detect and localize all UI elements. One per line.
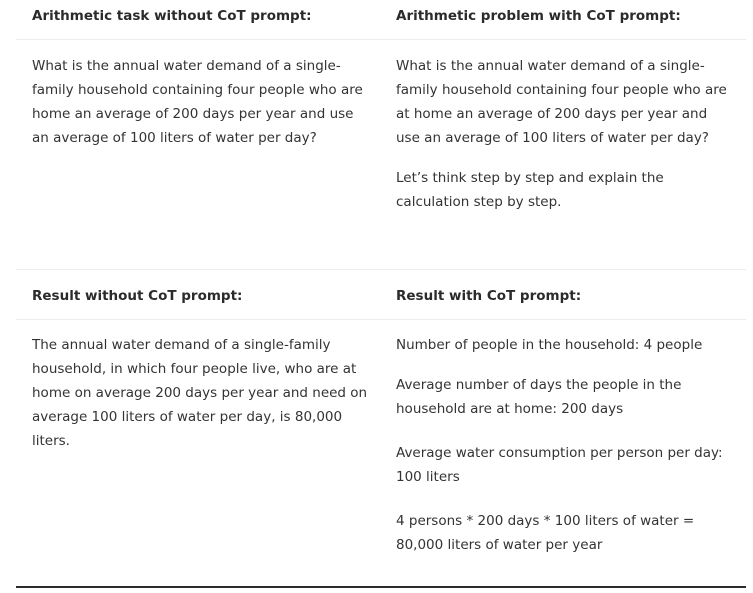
table-bottom-rule bbox=[16, 586, 746, 588]
result-step: 4 persons * 200 days * 100 liters of water = 80,000 liters of water per year bbox=[396, 513, 695, 553]
prompt-with-cot-question: What is the annual water demand of a single-family household containing four people who are at home an average of 200 days per year and use an average of 100 liters of water per day? bbox=[396, 58, 727, 146]
result-without-cot bbox=[16, 320, 381, 588]
result-step: Average number of days the people in the household are at home: 200 days bbox=[396, 377, 682, 417]
result-step: Number of people in the household: 4 people bbox=[396, 337, 703, 353]
header-with-cot-prompt: Arithmetic problem with CoT prompt: bbox=[396, 8, 681, 24]
header-result-without-cot: Result without CoT prompt: bbox=[32, 288, 243, 304]
result-without-cot-text: The annual water demand of a single-family household, in which four people live, who are at home on average 200 days per year and need on average 100 liters of water per day, is 80,000 liters. bbox=[32, 337, 368, 449]
result-with-cot bbox=[381, 320, 746, 588]
header-without-cot-prompt: Arithmetic task without CoT prompt: bbox=[32, 8, 312, 24]
header-row-results bbox=[16, 269, 746, 320]
comparison-table bbox=[16, 0, 746, 588]
prompt-without-cot-text: What is the annual water demand of a single-family household containing four people who are home an average of 200 days per year and use an average of 100 liters of water per day? bbox=[32, 58, 363, 146]
prompt-with-cot bbox=[381, 40, 746, 269]
header-row-prompts bbox=[16, 0, 746, 40]
header-result-with-cot: Result with CoT prompt: bbox=[396, 288, 582, 304]
result-row bbox=[16, 320, 746, 588]
result-step: Average water consumption per person per day: 100 liters bbox=[396, 445, 723, 485]
prompt-with-cot-instruction: Let’s think step by step and explain the calculation step by step. bbox=[396, 170, 664, 210]
prompt-without-cot bbox=[16, 40, 381, 269]
prompt-row bbox=[16, 40, 746, 269]
